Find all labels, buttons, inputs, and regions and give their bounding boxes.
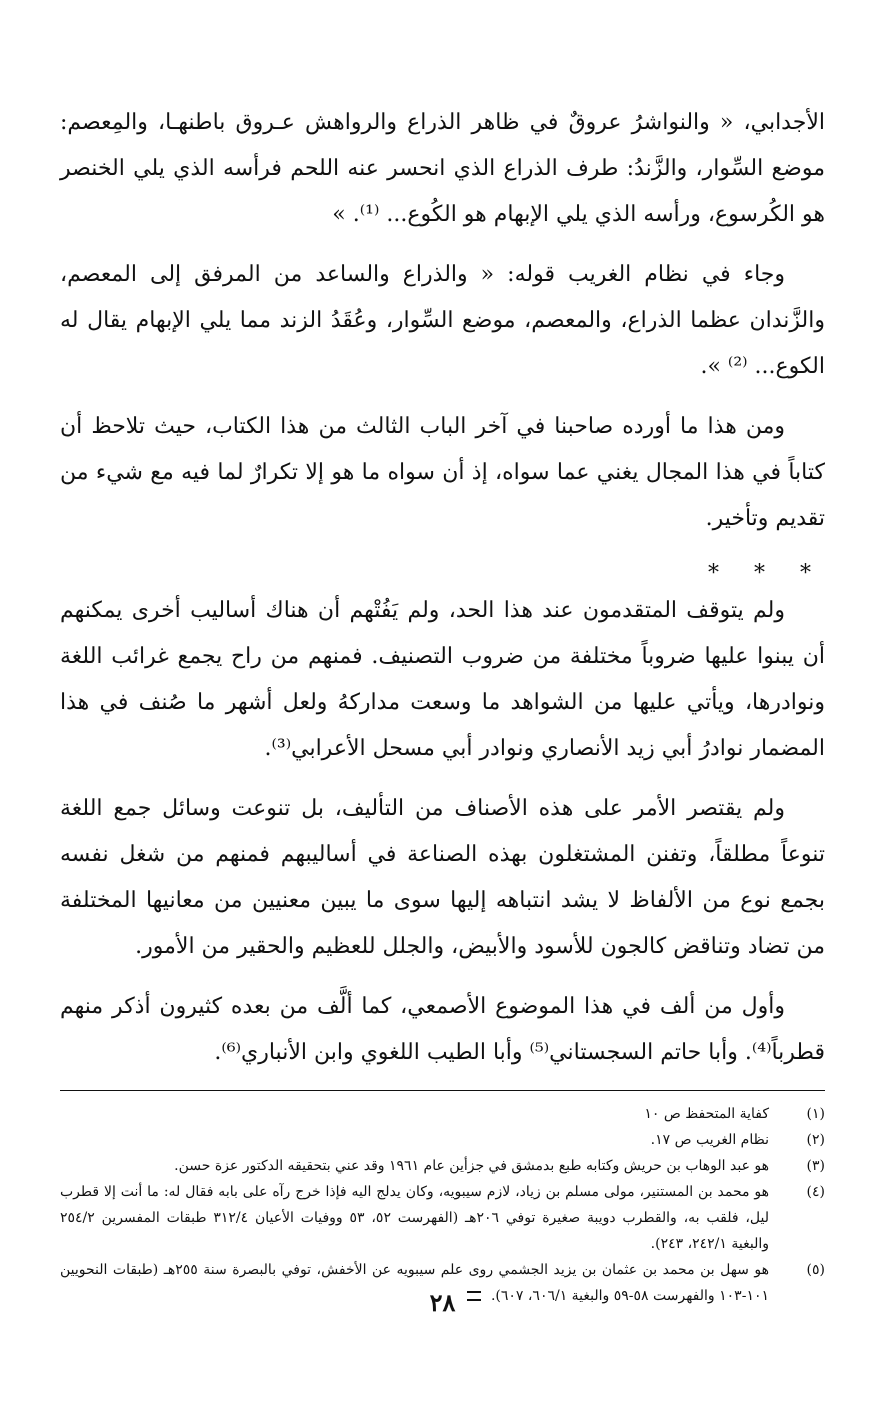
footnote-number: (٤) — [806, 1184, 825, 1200]
footnote-text: هو محمد بن المستنير، مولى مسلم بن زياد، لازم سيبويه، وكان يدلج اليه فإذا خرج رآه على بابه فقال له: ما أنت إلا قطرب ليل، فلقب به، والقطرب دويبة صغيرة توفي ٢٠٦هـ (الفهرست ٥٢، ٥٣ ووفيات الأعيان ٣١٢/٤ طبقات المفسرين ٢٥٤/٢ والبغية ٢٤٢/١، ٢٤٣). — [60, 1184, 770, 1252]
footnote-number: (١) — [806, 1106, 825, 1122]
page-number: ٢٨ — [429, 1288, 456, 1317]
footnote-divider — [60, 1090, 825, 1091]
paragraph: ومن هذا ما أورده صاحبنا في آخر الباب الثالث من هذا الكتاب، حيث تلاحظ أن كتاباً في هذا المجال يغني عما سواه، إذ أن سواه ما هو إلا تكرارٌ لما فيه مع شيء من تقديم وتأخير. — [60, 414, 825, 531]
section-separator: * * * — [708, 561, 825, 586]
footnote-text: كفاية المتحفظ ص ١٠ — [644, 1106, 769, 1122]
footnote — [60, 1179, 825, 1257]
footnote-number: (٢) — [806, 1132, 825, 1148]
book-page — [60, 100, 825, 1309]
paragraph: الأجدابي، « والنواشرُ عروقٌ في ظاهر الذراع والرواهش عـروق باطنهـا، والمِعصم: موضع السِّوار، والزَّندُ: طرف الذراع الذي انحسر عنه اللحم فرأسه الذي يلي الخنصر هو الكُرسوع، ورأسه الذي يلي الإبهام هو الكُوع... ⁽¹⁾. » — [60, 110, 825, 227]
footnote-text: هو عبد الوهاب بن حريش وكتابه طبع بدمشق في جزأين عام ١٩٦١ وقد عني بتحقيقه الدكتور عزة حسن. — [174, 1158, 769, 1174]
footnotes — [60, 1101, 825, 1309]
footnote-text: نظام الغريب ص ١٧. — [650, 1132, 769, 1148]
footnote — [60, 1101, 825, 1127]
main-text — [60, 100, 825, 1076]
footnote — [60, 1153, 825, 1179]
paragraph: ولم يتوقف المتقدمون عند هذا الحد، ولم يَفُتْهم أن هناك أساليب أخرى يمكنهم أن يبنوا عليها ضروباً مختلفة من ضروب التصنيف. فمنهم من راح يجمع غرائب اللغة ونوادرها، ويأتي عليها من الشواهد ما وسعت مداركهُ ولعل أشهر ما صُنف في هذا المضمار نوادرُ أبي زيد الأنصاري ونوادر أبي مسحل الأعرابي⁽³⁾. — [60, 598, 825, 761]
paragraph: وجاء في نظام الغريب قوله: « والذراع والساعد من المرفق إلى المعصم، والزَّندان عظما الذراع، والمعصم، موضع السِّوار، وعُقَدُ الزند مما يلي الإبهام يقال له الكوع... ⁽²⁾ ». — [60, 262, 825, 379]
footnote-text-content: هو سهل بن محمد بن عثمان بن يزيد الجشمي روى علم سيبويه عن الأخفش، توفي بالبصرة سنة ٢٥٥هـ (طبقات النحويين ١٠١-١٠٣ والفهرست ٥٨-٥٩ والبغية ٦٠٦/١، ٦٠٧). — [60, 1262, 770, 1304]
footnote-number: (٣) — [806, 1158, 825, 1174]
footnote — [60, 1127, 825, 1153]
footnote-number: (٥) — [806, 1262, 825, 1278]
paragraph: وأول من ألف في هذا الموضوع الأصمعي، كما ألَّف من بعده كثيرون أذكر منهم قطرباً⁽⁴⁾. وأبا حاتم السجستاني⁽⁵⁾ وأبا الطيب اللغوي وابن الأنباري⁽⁶⁾. — [60, 994, 825, 1065]
paragraph: ولم يقتصر الأمر على هذه الأصناف من التأليف، بل تنوعت وسائل جمع اللغة تنوعاً مطلقاً، وتفنن المشتغلون بهذه الصناعة في أساليبهم فمنهم من شغل نفسه بجمع نوع من الألفاظ لا يشد انتباهه إليها سوى ما يبين معنيين من معانيها المختلفة من تضاد وتناقض كالجون للأسود والأبيض، والجلل للعظيم والحقير من الأمور. — [60, 796, 825, 959]
